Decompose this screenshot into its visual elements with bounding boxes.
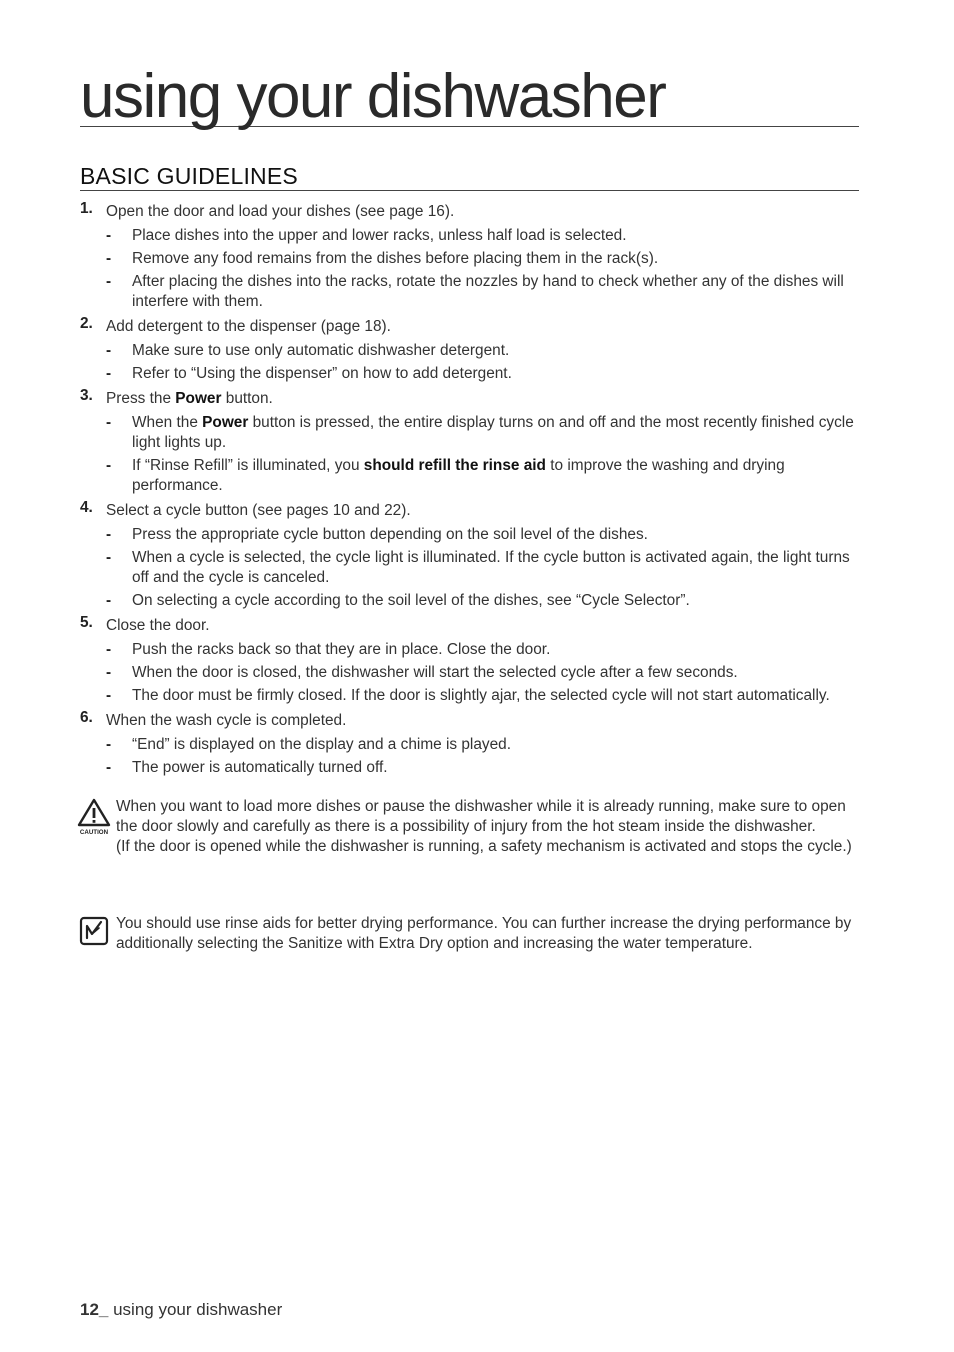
sub-item-text: Place dishes into the upper and lower racks, unless half load is selected. <box>132 227 627 244</box>
sub-item <box>106 363 860 386</box>
sub-item-text: Press the appropriate cycle button depending on the soil level of the dishes. <box>132 526 648 543</box>
sub-item <box>106 639 860 662</box>
dash-bullet: - <box>106 414 112 431</box>
step-number: 4. <box>80 499 93 516</box>
dash-bullet: - <box>106 250 112 267</box>
sub-item-text: When the door is closed, the dishwasher will start the selected cycle after a few seconds. <box>132 664 738 681</box>
sub-item-text: Refer to “Using the dispenser” on how to add detergent. <box>132 365 512 382</box>
dash-bullet: - <box>106 641 112 658</box>
note-text: You should use rinse aids for better drying performance. You can further increase the drying performance by additionally selecting the Sanitize with Extra Dry option and increasing the water temperature. <box>116 915 852 952</box>
sub-item-text: Make sure to use only automatic dishwasher detergent. <box>132 342 510 359</box>
step-1 <box>80 199 860 314</box>
sub-item <box>106 271 860 314</box>
step-text: Select a cycle button (see pages 10 and 22). <box>106 502 411 519</box>
sub-item-text: “End” is displayed on the display and a chime is played. <box>132 736 511 753</box>
step-number: 1. <box>80 200 93 217</box>
dash-bullet: - <box>106 549 112 566</box>
dash-bullet: - <box>106 526 112 543</box>
step-number: 2. <box>80 315 93 332</box>
caution-icon-label: CAUTION <box>79 829 109 836</box>
sub-item <box>106 248 860 271</box>
note-icon <box>79 916 109 952</box>
sub-item-text: When a cycle is selected, the cycle light is illuminated. If the cycle button is activated again, the light turns off and the cycle is canceled. <box>132 549 850 586</box>
steps-list <box>80 199 860 780</box>
dash-bullet: - <box>106 736 112 753</box>
sub-item <box>106 685 860 708</box>
caution-text-secondary: (If the door is opened while the dishwasher is running, a safety mechanism is activated and stops the cycle.) <box>116 838 852 855</box>
step-2 <box>80 314 860 386</box>
caution-icon <box>74 797 114 843</box>
step-5 <box>80 613 860 708</box>
sub-item-text: Remove any food remains from the dishes before placing them in the rack(s). <box>132 250 659 267</box>
step-text: Add detergent to the dispenser (page 18). <box>106 318 391 335</box>
sub-item <box>106 455 860 498</box>
step-4 <box>80 498 860 613</box>
dash-bullet: - <box>106 342 112 359</box>
step-text: When the wash cycle is completed. <box>106 712 347 729</box>
step-number: 6. <box>80 709 93 726</box>
dash-bullet: - <box>106 759 112 776</box>
page-title: using your dishwasher <box>80 66 859 127</box>
sub-item <box>106 340 860 363</box>
sub-item-text-post: button is pressed, the entire display turns on and off and the most recently finished cycle light lights up. <box>132 414 854 451</box>
sub-item <box>106 412 860 455</box>
dash-bullet: - <box>106 365 112 382</box>
sub-item <box>106 757 860 780</box>
step-text: Open the door and load your dishes (see page 16). <box>106 203 455 220</box>
section-title: BASIC GUIDELINES <box>80 162 859 191</box>
sub-item-text: The power is automatically turned off. <box>132 759 388 776</box>
dash-bullet: - <box>106 227 112 244</box>
step-number: 3. <box>80 387 93 404</box>
caution-block <box>74 797 864 857</box>
sub-item-text-pre: If “Rinse Refill” is illuminated, you <box>132 457 364 474</box>
dash-bullet: - <box>106 273 112 290</box>
power-label: Power <box>175 390 222 407</box>
sub-item-text: On selecting a cycle according to the soil level of the dishes, see “Cycle Selector”. <box>132 592 690 609</box>
step-text-pre: Press the <box>106 390 176 407</box>
sub-item <box>106 225 860 248</box>
step-6 <box>80 708 860 780</box>
step-text <box>106 386 860 412</box>
note-block <box>74 914 864 954</box>
power-label: Power <box>202 414 249 431</box>
dash-bullet: - <box>106 592 112 609</box>
dash-bullet: - <box>106 664 112 681</box>
page-number: 12_ <box>80 1300 109 1319</box>
sub-item-text: The door must be firmly closed. If the door is slightly ajar, the selected cycle will not start automatically. <box>132 687 830 704</box>
caution-text <box>116 797 864 857</box>
step-3 <box>80 386 860 498</box>
step-number: 5. <box>80 614 93 631</box>
sub-item <box>106 734 860 757</box>
sub-item <box>106 547 860 590</box>
refill-rinse-aid-emphasis: should refill the rinse aid <box>363 457 546 474</box>
sub-item <box>106 590 860 613</box>
sub-item <box>106 524 860 547</box>
sub-item-text: Push the racks back so that they are in place. Close the door. <box>132 641 551 658</box>
sub-item-text-post: to improve the washing and drying performance. <box>132 457 785 494</box>
step-text: Close the door. <box>106 617 210 634</box>
sub-item <box>106 662 860 685</box>
footer-label: using your dishwasher <box>108 1300 283 1319</box>
dash-bullet: - <box>106 687 112 704</box>
page-footer <box>80 1300 282 1320</box>
step-text-post: button. <box>221 390 273 407</box>
dash-bullet: - <box>106 457 112 474</box>
sub-item-text: After placing the dishes into the racks, rotate the nozzles by hand to check whether any of the dishes will interfere with them. <box>132 273 844 310</box>
sub-item-text-pre: When the <box>132 414 203 431</box>
caution-text-main: When you want to load more dishes or pause the dishwasher while it is already running, make sure to open the door slowly and carefully as there is a possibility of injury from the hot steam inside the dishwasher. <box>116 798 846 835</box>
